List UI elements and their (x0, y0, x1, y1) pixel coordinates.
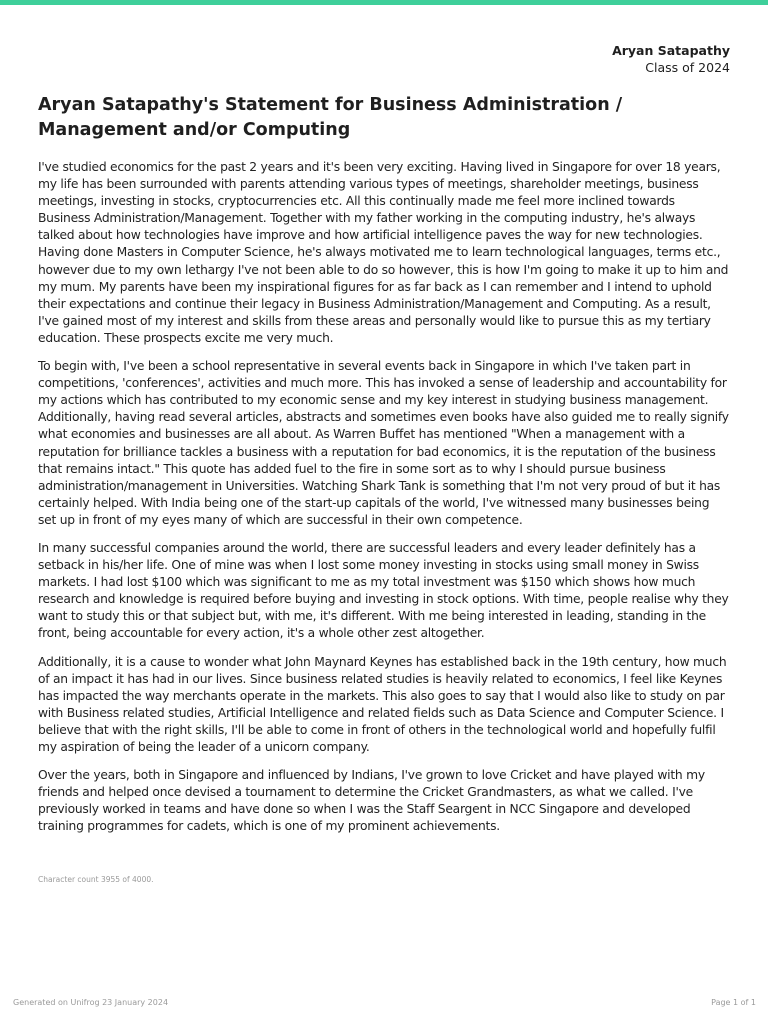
paragraph: I've studied economics for the past 2 years and it's been very exciting. Having lived in Singapore for over 18 years, my life has been surrounded with parents attending various types of meetings, shareholder meetings, business meetings, investing in stocks, cryptocurrencies etc. All this continually made me feel more inclined towards Business Administration/Management. Together with my father working in the computing industry, he's always talked about how technologies have improve and how artificial intelligence paves the way for new technologies. Having done Masters in Computer Science, he's always motivated me to learn technological languages, terms etc., however due to my own lethargy I've not been able to do so however, this is how I'm going to make it up to him and my mum. My parents have been my inspirational figures for as far back as I can remember and I intend to uphold their expectations and continue their legacy in Business Administration/Management and Computing. As a result, I've gained most of my interest and skills from these areas and personally would like to pursue this as my tertiary education. These prospects excite me very much. (38, 160, 729, 345)
paragraph: To begin with, I've been a school representative in several events back in Singapore in which I've taken part in competitions, 'conferences', activities and much more. This has invoked a sense of leadership and accountability for my actions which has contributed to my economic sense and my key interest in studying business management. Additionally, having read several articles, abstracts and sometimes even books have also guided me to really signify what economies and businesses are all about. As Warren Buffet has mentioned "When a management with a reputation for brilliance tackles a business with a reputation for bad economics, it is the reputation of the business that remains intact." This quote has added fuel to the fire in some sort as to why I should pursue business administration/management in Universities. Watching Shark Tank is something that I'm not very proud of but it has certainly helped. With India being one of the start-up capitals of the world, I've witnessed many businesses being set up in front of my eyes many of which are successful in their own competence. (38, 359, 729, 527)
statement-body (38, 159, 730, 846)
paragraph: In many successful companies around the world, there are successful leaders and every leader definitely has a setback in his/her life. One of mine was when I lost some money investing in stocks using small money in Swiss markets. I had lost $100 which was significant to me as my total investment was $150 which shows how much research and knowledge is required before buying and investing in stock options. With time, people realise why they want to study this or that subject but, with me, it's different. With me being interested in leading, standing in the front, being accountable for every action, it's a whole other zest altogether. (38, 540, 729, 641)
student-header (612, 42, 730, 76)
paragraph: Additionally, it is a cause to wonder what John Maynard Keynes has established back in the 19th century, how much of an impact it has had in our lives. Since business related studies is heavily related to economics, I feel like Keynes has impacted the way merchants operate in the markets. This also goes to say that I would also like to study on par with Business related studies, Artificial Intelligence and related fields such as Data Science and Computer Science. I believe that with the right skills, I'll be able to come in front of others in the technological world and hopefully fulfil my aspiration of being the leader of a unicorn company. (38, 654, 727, 754)
class-year: Class of 2024 (645, 60, 730, 75)
character-count: Character count 3955 of 4000. (38, 875, 154, 884)
paragraph: Over the years, both in Singapore and influenced by Indians, I've grown to love Cricket and have played with my friends and helped once devised a tournament to determine the Cricket Grandmasters, as what we called. I've previously worked in teams and have done so when I was the Staff Seargent in NCC Singapore and developed training programmes for cadets, which is one of my prominent achievements. (38, 768, 705, 834)
student-name: Aryan Satapathy (612, 43, 730, 58)
statement-title: Aryan Satapathy's Statement for Business Administration / Management and/or Computing (38, 95, 623, 140)
generated-footer: Generated on Unifrog 23 January 2024 (13, 998, 169, 1007)
top-accent-bar (0, 0, 768, 5)
page-number: Page 1 of 1 (711, 998, 756, 1007)
